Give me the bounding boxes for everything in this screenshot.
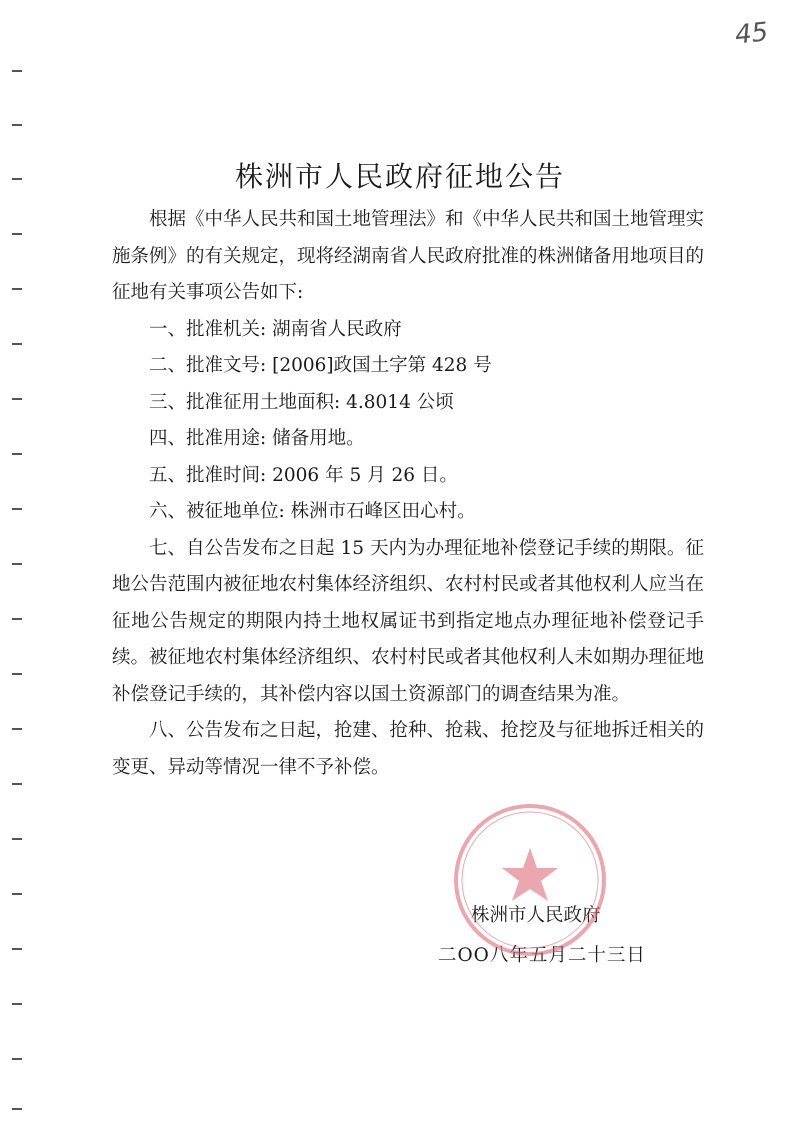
official-seal-stamp xyxy=(450,800,610,960)
item-approval-authority: 一、批准机关: 湖南省人民政府 xyxy=(149,318,402,340)
document-title: 株洲市人民政府征地公告 xyxy=(234,159,565,193)
issue-date: 二OO八年五月二十三日 xyxy=(438,945,646,966)
handwritten-page-number: 45 xyxy=(733,17,770,51)
item-expropriated-unit: 六、被征地单位: 株洲市石峰区田心村。 xyxy=(149,501,476,522)
item-approval-date: 五、批准时间: 2006 年 5 月 26 日。 xyxy=(149,464,458,486)
paragraph-seven: 七、自公告发布之日起 15 天内为办理征地补偿登记手续的期限。征地公告范围内被征地农村集体经济组织、农村村民或者其他权利人应当在征地公告规定的期限内持土地权属证书到指定地点办理征地补偿登记手续。被征地农村集体经济组织、农村村民或者其他权利人未如期办理征地补偿登记手续的，其补偿内容以国土资源部门的调查结果为准。 xyxy=(112,537,705,705)
item-approved-use: 四、批准用途: 储备用地。 xyxy=(149,428,365,449)
item-approval-document-number: 二、批准文号: [2006]政国土字第 428 号 xyxy=(149,355,492,376)
announcement-body xyxy=(112,202,704,786)
intro-paragraph: 根据《中华人民共和国土地管理法》和《中华人民共和国土地管理实施条例》的有关规定，现将经湖南省人民政府批准的株洲储备用地项目的征地有关事项公告如下: xyxy=(112,209,705,303)
signature-block xyxy=(0,901,800,981)
paragraph-eight: 八、公告发布之日起，抢建、抢种、抢栽、抢挖及与征地拆迁相关的变更、异动等情况一律不予补偿。 xyxy=(112,720,705,778)
issuer-name: 株洲市人民政府 xyxy=(471,905,601,926)
item-approved-land-area: 三、批准征用土地面积: 4.8014 公顷 xyxy=(149,391,454,413)
